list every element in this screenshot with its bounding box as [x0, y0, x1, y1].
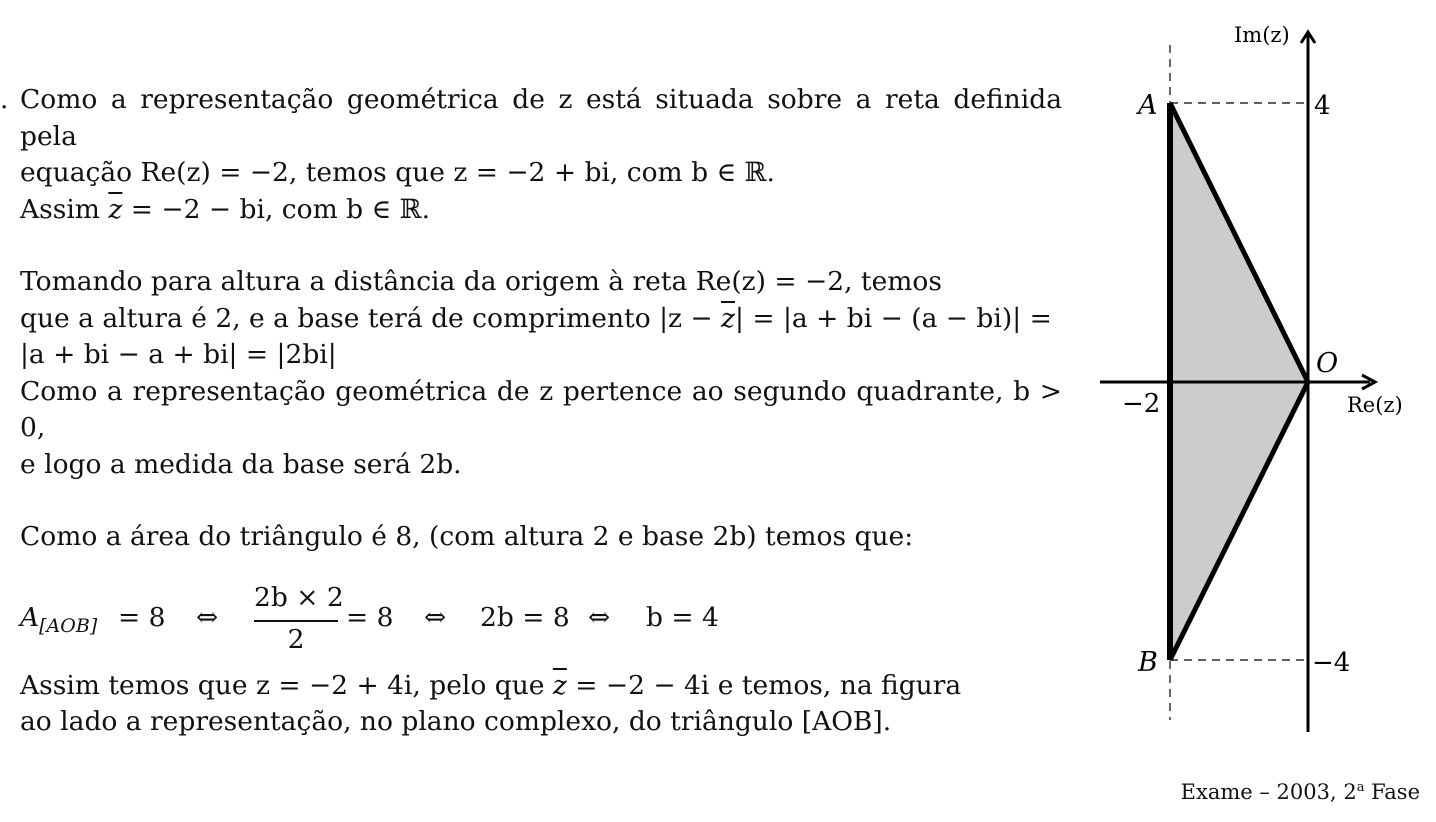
label-point-a: A — [1138, 90, 1158, 121]
eq-step-2: 2b = 8 — [480, 601, 570, 633]
eq-equals-2: = 8 — [346, 601, 394, 633]
p5-line1-b: = −2 − 4i e temos, na figura — [566, 669, 962, 701]
eq-lhs-sub: [AOB] — [39, 614, 98, 637]
z-conjugate: $\overline{z}$ — [552, 669, 567, 701]
label-point-o: O — [1316, 348, 1339, 379]
p1-line2: equação Re(z) = −2, temos que z = −2 + bi, com b ∈ ℝ. — [20, 157, 775, 188]
p5-line2: ao lado a representação, no plano complexo, do triângulo [AOB]. — [20, 706, 892, 737]
z-conjugate: $\overline{z}$ — [721, 302, 735, 334]
eq-step-3: b = 4 — [646, 601, 719, 633]
complex-plane-figure — [1090, 20, 1420, 750]
exam-reference — [1181, 780, 1420, 804]
y-axis-label: Im(z) — [1234, 23, 1290, 47]
paragraph-4 — [20, 519, 1062, 556]
iff-symbol-2: ⇔ — [424, 601, 447, 633]
iff-symbol-3: ⇔ — [588, 601, 611, 633]
p2-line3: |a + bi − a + bi| = |2bi| — [20, 339, 337, 370]
label-point-b: B — [1138, 647, 1158, 678]
list-marker: . — [0, 84, 9, 115]
p1-line1: Como a representação geométrica de z está situada sobre a reta definida pela — [20, 84, 1062, 152]
solution-text — [20, 82, 1062, 741]
exam-phase: Fase — [1364, 780, 1420, 804]
paragraph-1 — [20, 82, 1062, 228]
iff-symbol-1: ⇔ — [196, 601, 219, 633]
eq-lhs — [20, 600, 97, 645]
exam-superscript: a — [1356, 780, 1365, 795]
p2-line2-b: | = |a + bi − (a − bi)| = — [735, 302, 1052, 334]
z-conjugate: $\overline{z}$ — [108, 193, 123, 225]
fraction-denominator: 2 — [287, 623, 305, 655]
paragraph-5 — [20, 668, 1062, 741]
fraction-numerator: 2b × 2 — [254, 581, 344, 613]
p3-line1: Como a representação geométrica de z pertence ao segundo quadrante, b > 0, — [20, 375, 1062, 443]
eq-lhs-main: A — [20, 601, 40, 633]
area-equation — [20, 580, 1062, 660]
p4-line1: Como a área do triângulo é 8, (com altura 2 e base 2b) temos que: — [20, 521, 914, 552]
tick-label-y-4: 4 — [1314, 91, 1331, 121]
p1-line3-b: = −2 − bi, com b ∈ ℝ. — [122, 193, 431, 225]
p2-line2-a: que a altura é 2, e a base terá de comprimento |z − — [20, 302, 722, 334]
p1-line3-a: Assim — [20, 193, 109, 225]
paragraph-2 — [20, 264, 1062, 374]
exam-text: Exame – 2003, 2 — [1180, 780, 1357, 804]
p3-line2: e logo a medida da base será 2b. — [20, 448, 462, 480]
tick-label-y-minus-4: −4 — [1312, 648, 1351, 678]
eq-equals-1: = 8 — [118, 601, 166, 633]
tick-label-x-minus-2: −2 — [1122, 389, 1161, 419]
paragraph-3 — [20, 374, 1062, 484]
x-axis-label: Re(z) — [1347, 393, 1403, 417]
p5-line1-a: Assim temos que z = −2 + 4i, pelo que — [20, 669, 553, 701]
p2-line1: Tomando para altura a distância da origem à reta Re(z) = −2, temos — [20, 266, 942, 297]
